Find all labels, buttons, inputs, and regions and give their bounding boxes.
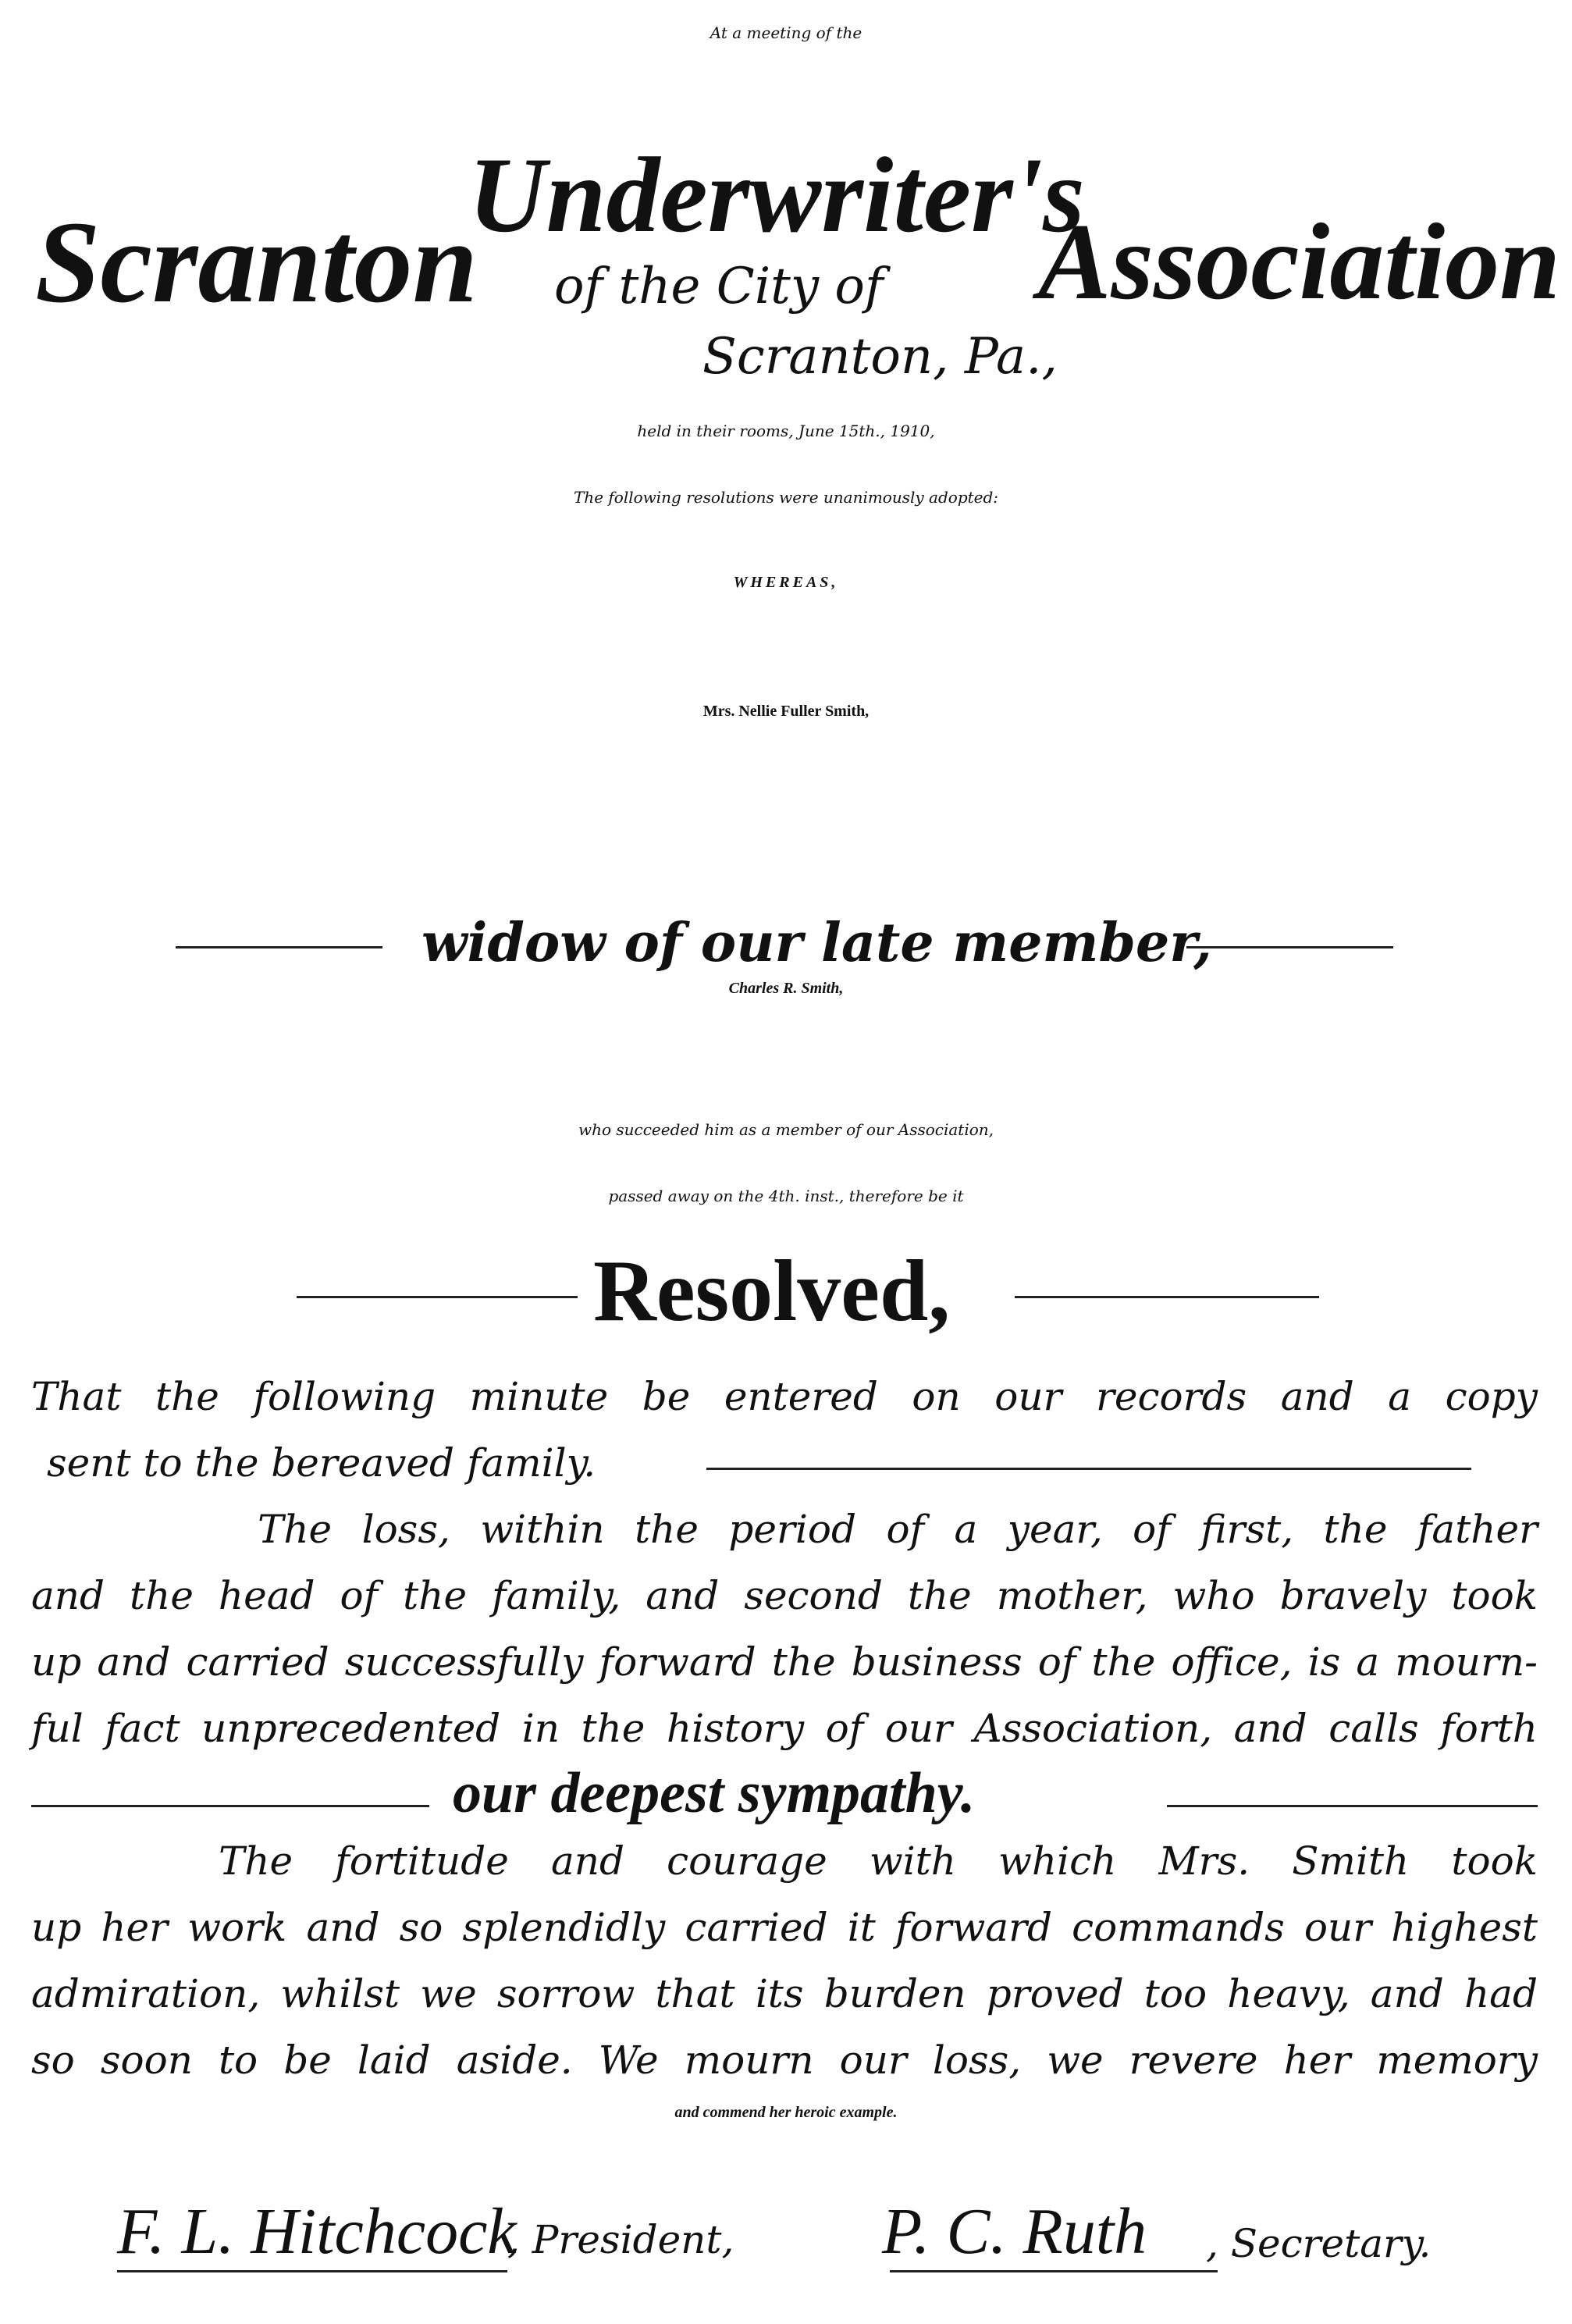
secretary-title: , Secretary. bbox=[1206, 2221, 1432, 2266]
president-signature: F. L. Hitchcock bbox=[117, 2195, 517, 2268]
widow-line: widow of our late member, bbox=[421, 912, 1212, 974]
intro-line: At a meeting of the bbox=[710, 23, 862, 42]
para1-line-3: up and carried successfully forward the business of the office, is a mourn- bbox=[31, 1639, 1538, 1685]
city-line-2: Scranton, Pa., bbox=[702, 328, 1058, 386]
rule-left-resolved bbox=[297, 1296, 578, 1298]
whereas-heading: WHEREAS, bbox=[733, 574, 839, 591]
rule-right-widow bbox=[1186, 946, 1393, 948]
held-line: held in their rooms, June 15th., 1910, bbox=[637, 422, 935, 440]
city-line-1: of the City of bbox=[554, 258, 884, 315]
rule-left-widow bbox=[176, 946, 382, 948]
minute-line-2: sent to the bereaved family. bbox=[47, 1440, 596, 1486]
para2-line-3: admiration, whilst we sorrow that its burden proved too heavy, and had bbox=[31, 1971, 1538, 2016]
following-line: The following resolutions were unanimously adopted: bbox=[573, 488, 999, 507]
para1-line-4: ful fact unprecedented in the history of our Association, and calls forth bbox=[31, 1706, 1538, 1751]
para2-line-1: The fortitude and courage with which Mrs. Smith took bbox=[219, 1838, 1538, 1884]
rule-left-sympathy bbox=[31, 1805, 429, 1807]
minute-line-1: That the following minute be entered on our records and a copy bbox=[31, 1374, 1538, 1419]
president-title: , President, bbox=[507, 2217, 734, 2262]
secretary-signature: P. C. Ruth bbox=[882, 2195, 1147, 2268]
sympathy-line: our deepest sympathy. bbox=[453, 1761, 976, 1825]
secretary-underline bbox=[890, 2270, 1218, 2272]
rule-right-resolved bbox=[1015, 1296, 1319, 1298]
title-association: Association bbox=[1038, 201, 1561, 322]
succeeded-line-2: passed away on the 4th. inst., therefore be it bbox=[608, 1187, 964, 1205]
honoree-name: Mrs. Nellie Fuller Smith, bbox=[702, 703, 870, 720]
title-scranton: Scranton bbox=[35, 198, 478, 327]
rule-right-sympathy bbox=[1167, 1805, 1538, 1807]
rule-minute bbox=[706, 1468, 1471, 1470]
para1-line-1: The loss, within the period of a year, of first, the father bbox=[258, 1507, 1538, 1552]
succeeded-line-1: who succeeded him as a member of our Association, bbox=[578, 1120, 994, 1139]
resolved-heading: Resolved, bbox=[593, 1243, 951, 1340]
para2-line-2: up her work and so splendidly carried it forward commands our highest bbox=[31, 1905, 1538, 1950]
para2-line-4: so soon to be laid aside. We mourn our loss, we revere her memory bbox=[31, 2038, 1538, 2083]
para1-line-2: and the head of the family, and second the mother, who bravely took bbox=[31, 1573, 1538, 1618]
president-underline bbox=[117, 2270, 507, 2272]
title-underwriters: Underwriter's bbox=[468, 135, 1085, 254]
commend-line: and commend her heroic example. bbox=[674, 2104, 898, 2121]
husband-name: Charles R. Smith, bbox=[728, 980, 844, 997]
